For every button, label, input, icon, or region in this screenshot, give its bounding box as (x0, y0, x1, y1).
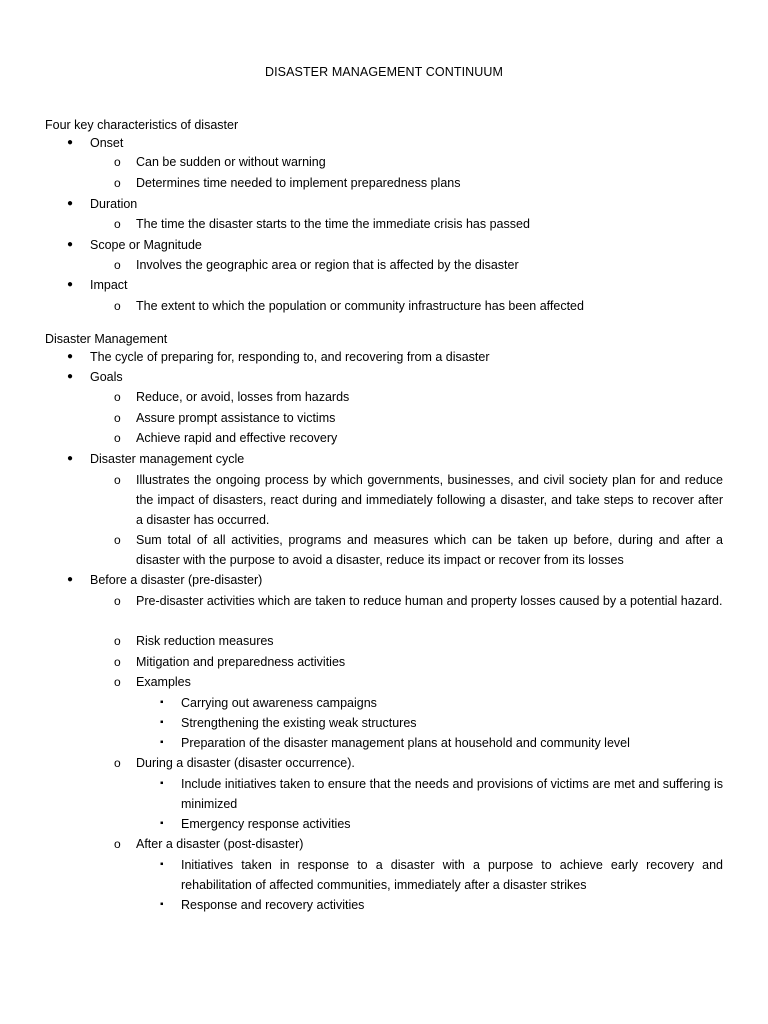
list-item-text: Impact (90, 278, 128, 292)
circle-bullet-icon: o (114, 473, 121, 487)
circle-bullet-icon: o (114, 411, 121, 425)
list-item-text: Illustrates the ongoing process by which governments, businesses, and civil society plan for and reduce the impact of disasters, react during and immediately following a disaster, and take steps to recover after a disaster has occurred. (136, 473, 723, 527)
bullet-icon: ● (67, 574, 74, 585)
circle-bullet-icon: o (114, 217, 121, 231)
list-item-text: Strengthening the existing weak structures (181, 716, 417, 730)
bullet-icon: ● (67, 279, 74, 290)
square-bullet-icon: ▪ (160, 737, 164, 748)
list-item-text: During a disaster (disaster occurrence). (136, 756, 355, 770)
square-bullet-icon: ▪ (160, 778, 164, 789)
circle-bullet-icon: o (114, 634, 121, 648)
list-item-text: Involves the geographic area or region that is affected by the disaster (136, 258, 519, 272)
bullet-icon: ● (67, 351, 74, 362)
circle-bullet-icon: o (114, 837, 121, 851)
list-item-text: Scope or Magnitude (90, 238, 202, 252)
circle-bullet-icon: o (114, 594, 121, 608)
square-bullet-icon: ▪ (160, 717, 164, 728)
bullet-icon: ● (67, 371, 74, 382)
square-bullet-icon: ▪ (160, 899, 164, 910)
list-item-text: Preparation of the disaster management plans at household and community level (181, 736, 630, 750)
circle-bullet-icon: o (114, 390, 121, 404)
circle-bullet-icon: o (114, 176, 121, 190)
list-item-text: Risk reduction measures (136, 634, 274, 648)
square-bullet-icon: ▪ (160, 697, 164, 708)
list-item-text: Duration (90, 197, 138, 211)
list-item-text: Mitigation and preparedness activities (136, 655, 346, 669)
list-item-text: Determines time needed to implement preparedness plans (136, 176, 461, 190)
list-item-text: Before a disaster (pre-disaster) (90, 573, 263, 587)
circle-bullet-icon: o (114, 655, 121, 669)
circle-bullet-icon: o (114, 299, 121, 313)
list-item-text: Goals (90, 370, 123, 384)
list-item-text: The time the disaster starts to the time the immediate crisis has passed (136, 217, 530, 231)
list-item-text: Initiatives taken in response to a disaster with a purpose to achieve early recovery and rehabilitation of affected communities, immediately after a disaster strikes (181, 858, 723, 892)
circle-bullet-icon: o (114, 675, 121, 689)
bullet-icon: ● (67, 239, 74, 250)
page-title: DISASTER MANAGEMENT CONTINUUM (264, 65, 504, 79)
square-bullet-icon: ▪ (160, 818, 164, 829)
list-item-text: Assure prompt assistance to victims (136, 411, 336, 425)
list-item-text: Response and recovery activities (181, 898, 365, 912)
list-item-text: Carrying out awareness campaigns (181, 696, 377, 710)
list-item-text: Can be sudden or without warning (136, 155, 326, 169)
list-item-text: Include initiatives taken to ensure that the needs and provisions of victims are met and suffering is minimized (181, 777, 723, 811)
list-item-text: Onset (90, 136, 124, 150)
bullet-icon: ● (67, 137, 74, 148)
list-item-text: Emergency response activities (181, 817, 351, 831)
list-item-text: After a disaster (post-disaster) (136, 837, 304, 851)
circle-bullet-icon: o (114, 431, 121, 445)
list-item-text: Reduce, or avoid, losses from hazards (136, 390, 350, 404)
list-item-text: Achieve rapid and effective recovery (136, 431, 338, 445)
list-item-text: Examples (136, 675, 191, 689)
list-item-text: The cycle of preparing for, responding to, and recovering from a disaster (90, 350, 490, 364)
section-heading-disaster-management: Disaster Management (45, 332, 168, 346)
bullet-icon: ● (67, 198, 74, 209)
list-item-text: The extent to which the population or community infrastructure has been affected (136, 299, 584, 313)
circle-bullet-icon: o (114, 533, 121, 547)
circle-bullet-icon: o (114, 756, 121, 770)
list-item-text: Disaster management cycle (90, 452, 245, 466)
bullet-icon: ● (67, 453, 74, 464)
square-bullet-icon: ▪ (160, 859, 164, 870)
circle-bullet-icon: o (114, 258, 121, 272)
list-item-text: Sum total of all activities, programs and measures which can be taken up before, during and after a disaster with the purpose to avoid a disaster, reduce its impact or recover from its losses (136, 533, 723, 567)
list-item-text: Pre-disaster activities which are taken to reduce human and property losses caused by a potential hazard. (136, 594, 723, 608)
section-heading-characteristics: Four key characteristics of disaster (45, 118, 239, 132)
circle-bullet-icon: o (114, 155, 121, 169)
